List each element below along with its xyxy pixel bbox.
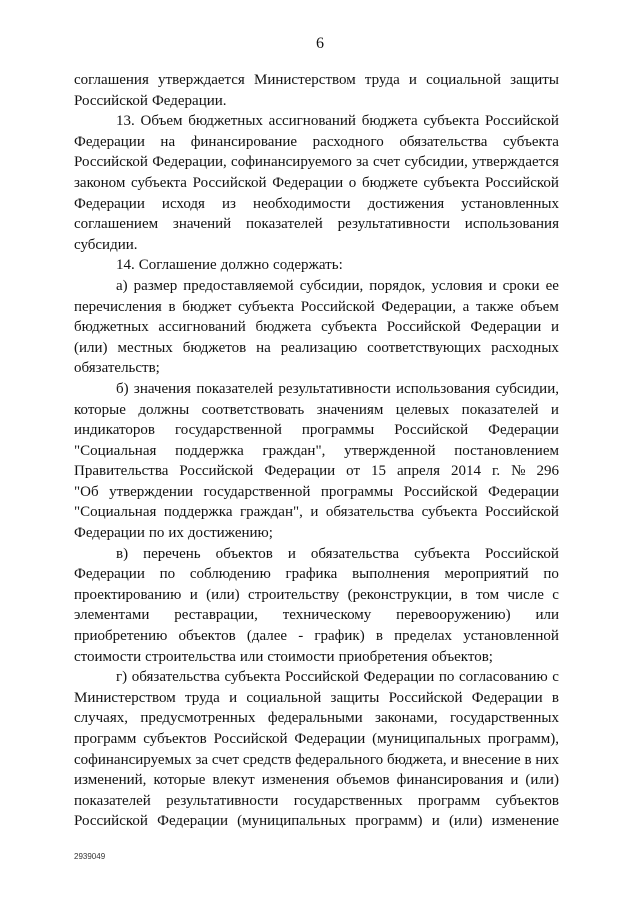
text-line	[74, 441, 559, 462]
word: федерального	[295, 751, 384, 768]
word: "Социальная	[74, 442, 157, 459]
word: Российской	[74, 154, 148, 171]
text-line	[74, 173, 559, 194]
word: элементами	[74, 607, 150, 624]
word: труда	[184, 689, 220, 706]
word: о	[348, 174, 357, 191]
word: значений	[172, 216, 232, 233]
word: расходного	[312, 133, 384, 150]
word: Российской	[394, 422, 469, 439]
word: установленной	[463, 628, 559, 645]
word: защиты	[510, 72, 559, 88]
word: Федерации	[488, 483, 559, 500]
word: бюджета	[255, 319, 312, 336]
word: приобретения	[338, 648, 428, 665]
word: а)	[116, 277, 128, 294]
word: финансирования	[396, 772, 504, 789]
word: стоимости	[74, 648, 142, 665]
word: от	[346, 463, 360, 480]
word: обязательства	[131, 669, 220, 686]
word: выполнения	[352, 566, 430, 583]
word: показателей	[74, 792, 151, 809]
document-body	[74, 70, 559, 832]
word: субъекта	[503, 133, 559, 150]
text-line	[74, 276, 559, 297]
word: Правительства	[74, 463, 169, 480]
word: поддержка	[163, 504, 233, 521]
text-line	[74, 400, 559, 421]
word: счет	[372, 154, 401, 171]
word: Российской	[74, 813, 148, 830]
word: Российской	[300, 298, 375, 315]
word: Российской	[386, 319, 461, 336]
word: реализацию	[280, 339, 358, 356]
word: и	[408, 72, 417, 88]
text-line	[74, 523, 559, 544]
word: бюджет	[182, 298, 232, 315]
word: программ)	[355, 813, 423, 830]
word: социальной	[246, 689, 322, 706]
word: утверждении	[109, 483, 194, 500]
word: результативности	[278, 380, 391, 397]
word: по	[438, 669, 455, 686]
word: обязательства	[399, 133, 488, 150]
word: Федерации.	[151, 92, 227, 109]
word: Федерации	[471, 689, 543, 706]
word: влекут	[212, 772, 255, 789]
word: законом	[74, 174, 126, 191]
word: местных	[117, 339, 173, 356]
word: или	[239, 648, 264, 665]
word: предусмотренных	[140, 710, 256, 727]
word: которые	[74, 401, 126, 418]
word: и	[550, 401, 559, 418]
word: Федерации	[74, 525, 145, 542]
word: мероприятий	[444, 566, 529, 583]
word: Федерации	[157, 813, 228, 830]
word: г)	[116, 669, 128, 686]
word: государственной	[203, 483, 311, 500]
word: граждан",	[262, 442, 326, 459]
word: -	[298, 628, 304, 645]
word: финансирование	[190, 133, 298, 150]
word: показателей	[196, 380, 274, 397]
word: условия	[431, 277, 483, 294]
text-line	[74, 729, 559, 750]
word: (муниципальных	[372, 731, 481, 747]
word: социальной	[426, 72, 501, 88]
word: Российской	[74, 92, 148, 109]
word: объемов	[336, 772, 390, 789]
word: субъекта	[421, 504, 478, 521]
word: субсидии,	[404, 154, 468, 171]
word: законами,	[375, 710, 438, 727]
word: их	[168, 525, 184, 542]
word: и	[287, 545, 296, 562]
word: предоставляемой	[183, 277, 294, 294]
word: бюджетов	[182, 339, 247, 356]
text-line	[74, 688, 559, 709]
word: (или)	[525, 772, 559, 789]
word: перевооружению)	[396, 607, 511, 624]
word: утверждается	[158, 72, 245, 88]
word: приобретению	[74, 628, 168, 645]
word: программ	[74, 731, 137, 747]
word: перечень	[143, 545, 201, 562]
word: Российской	[485, 113, 559, 130]
word: том	[476, 586, 500, 603]
word: достижения	[367, 195, 445, 212]
word: Федерации	[470, 319, 542, 336]
word: согласованию	[459, 669, 548, 686]
word: защиты	[330, 689, 380, 706]
word: объектов;	[431, 648, 493, 665]
word: соглашения	[74, 72, 149, 88]
word: 15	[370, 463, 386, 480]
text-line	[74, 750, 559, 771]
word: на	[256, 339, 271, 356]
word: случаях,	[74, 710, 128, 727]
word: бюджете	[361, 174, 418, 191]
word: должны	[138, 401, 190, 418]
text-line	[74, 70, 559, 91]
text-line	[74, 667, 559, 688]
word: соблюдению	[189, 566, 271, 583]
word: и	[510, 772, 519, 789]
word: и	[550, 319, 559, 336]
word: установленных	[461, 195, 559, 212]
word: Федерации,	[152, 154, 227, 171]
word: график)	[314, 628, 365, 645]
word: (реконструкции,	[347, 586, 453, 603]
word: Объем	[140, 113, 183, 130]
word: субсидии,	[495, 380, 559, 397]
word: государственных	[293, 792, 403, 809]
word: обязательств;	[74, 360, 160, 377]
word: 14.	[116, 257, 135, 274]
word: исходя	[161, 195, 205, 212]
word: сроки	[502, 277, 540, 294]
word: Соглашение	[138, 257, 217, 274]
text-line	[74, 91, 559, 112]
word: Федерации	[74, 133, 145, 150]
word: поддержка	[175, 442, 244, 459]
word: субъектов	[495, 792, 559, 809]
word: Российской	[485, 545, 559, 562]
word: расходных	[491, 339, 559, 356]
word: программы	[301, 422, 375, 439]
word: объектов	[215, 545, 273, 562]
word: в	[524, 751, 532, 768]
word: по	[543, 566, 559, 583]
word: программ	[417, 792, 481, 809]
word: за	[356, 154, 369, 171]
word: субъекта	[131, 174, 187, 191]
word: утвержденной	[344, 442, 436, 459]
word: Федерации	[272, 174, 344, 191]
word: граждан",	[240, 504, 303, 521]
word: за	[195, 751, 209, 768]
word: по	[148, 525, 165, 542]
word: бюджетных	[74, 319, 149, 336]
word: ассигнований	[268, 113, 356, 130]
word: Федерации	[264, 463, 336, 480]
word: Федерации	[74, 195, 145, 212]
text-line	[74, 358, 559, 379]
text-line	[74, 194, 559, 215]
text-line	[74, 297, 559, 318]
word: и	[488, 277, 497, 294]
word: размер	[133, 277, 178, 294]
word: ее	[545, 277, 559, 294]
word: средств	[242, 751, 292, 768]
word: целевых	[395, 401, 450, 418]
word: соглашением	[74, 216, 159, 233]
word: которые	[153, 772, 206, 789]
text-line	[74, 605, 559, 626]
word: и	[310, 504, 319, 521]
word: числе	[507, 586, 544, 603]
word: необходимости	[253, 195, 351, 212]
word: софинансируемых	[74, 751, 192, 768]
word: результативности	[166, 792, 279, 809]
word: Федерации,	[381, 298, 456, 315]
text-line	[74, 585, 559, 606]
text-line	[74, 647, 559, 668]
word: Федерации	[294, 731, 366, 747]
word: по	[159, 566, 176, 583]
word: б)	[116, 380, 129, 397]
word: обязательства	[310, 545, 400, 562]
text-line	[74, 626, 559, 647]
text-line	[74, 708, 559, 729]
word: государственной	[174, 422, 282, 439]
word: в)	[116, 545, 129, 562]
word: графика	[285, 566, 338, 583]
word: Российской	[388, 689, 463, 706]
word: Министерством	[74, 689, 176, 706]
text-line	[74, 111, 559, 132]
word: Российской	[213, 731, 288, 747]
word: №	[511, 463, 526, 480]
word: техническому	[282, 607, 372, 624]
word: в	[375, 628, 383, 645]
text-line	[74, 338, 559, 359]
word: проектированию	[74, 586, 182, 603]
text-line	[74, 811, 559, 832]
word: бюджета,	[386, 751, 447, 768]
word: и	[450, 751, 459, 768]
word: (или)	[448, 813, 483, 830]
word: и	[189, 586, 198, 603]
word: Федерации	[488, 422, 559, 439]
word: пределах	[394, 628, 453, 645]
word: субъекта	[423, 174, 480, 191]
word: бюджета	[361, 113, 418, 130]
word: перечисления	[74, 298, 162, 315]
word: обязательства	[325, 504, 415, 521]
word: значениям	[316, 401, 384, 418]
word: программ),	[487, 731, 559, 747]
word: внесение	[462, 751, 521, 768]
word: бюджетных	[188, 113, 263, 130]
word: объектов	[178, 628, 236, 645]
word: (или)	[74, 339, 108, 356]
text-line	[74, 420, 559, 441]
word: показателей	[246, 216, 323, 233]
word: субъекта	[224, 669, 281, 686]
word: 2014	[450, 463, 481, 480]
word: в	[551, 689, 559, 706]
word: них	[535, 751, 559, 768]
word: строительства	[145, 648, 236, 665]
word: утверждается	[472, 154, 559, 171]
text-line	[74, 502, 559, 523]
text-line	[74, 235, 559, 256]
word: счет	[211, 751, 240, 768]
word: федеральными	[267, 710, 363, 727]
word: изменение	[491, 813, 559, 830]
document-code: 2939049	[74, 852, 106, 861]
word: соответствующих	[367, 339, 482, 356]
word: Министерством	[254, 72, 356, 88]
word: а	[462, 298, 470, 315]
text-line	[74, 317, 559, 338]
word: изменений,	[74, 772, 147, 789]
word: и	[431, 813, 440, 830]
word: Российской	[485, 174, 559, 191]
word: достижению;	[187, 525, 273, 542]
text-line	[74, 379, 559, 400]
word: использования	[396, 380, 491, 397]
word: программы	[320, 483, 394, 500]
word: изменения	[261, 772, 330, 789]
word: (или)	[206, 586, 240, 603]
word: субсидии.	[74, 236, 138, 253]
word: в	[460, 586, 468, 603]
word: Российской	[403, 483, 478, 500]
word: использования	[464, 216, 559, 233]
word: постановлением	[454, 442, 559, 459]
word: 296	[536, 463, 559, 480]
text-line	[74, 544, 559, 565]
word: показателей	[461, 401, 539, 418]
page-number: 6	[316, 35, 324, 52]
word: Федерации	[363, 669, 435, 686]
text-line	[74, 482, 559, 503]
word: ассигнований	[158, 319, 246, 336]
word: апреля	[396, 463, 440, 480]
word: порядок,	[369, 277, 426, 294]
word: государственных	[450, 710, 559, 727]
word: индикаторов	[74, 422, 155, 439]
word: также	[476, 298, 514, 315]
word: с	[552, 586, 559, 603]
word: "Об	[74, 483, 99, 500]
word: из	[222, 195, 236, 212]
word: содержать:	[273, 257, 343, 274]
word: значения	[133, 380, 192, 397]
word: должно	[220, 257, 270, 274]
word: труда	[364, 72, 400, 88]
word: "Социальная	[74, 504, 157, 521]
word: субъекта	[414, 545, 471, 562]
word: субсидии,	[299, 277, 364, 294]
text-line	[74, 132, 559, 153]
word: Федерации	[74, 566, 145, 583]
word: Российской	[484, 504, 559, 521]
word: 13.	[116, 113, 135, 130]
word: реставрации,	[174, 607, 258, 624]
word: софинансируемого	[231, 154, 352, 171]
word: стоимости	[267, 648, 335, 665]
text-line	[74, 770, 559, 791]
word: объем	[520, 298, 559, 315]
word: Российской	[284, 669, 359, 686]
word: результативности	[337, 216, 450, 233]
word: и	[229, 689, 238, 706]
word: соответствовать	[201, 401, 305, 418]
word: (муниципальных	[237, 813, 347, 830]
text-line	[74, 461, 559, 482]
word: субъекта	[321, 319, 378, 336]
word: Российской	[192, 174, 267, 191]
text-line	[74, 214, 559, 235]
word: на	[160, 133, 176, 150]
word: (далее	[246, 628, 288, 645]
word: с	[552, 669, 559, 686]
word: г.	[491, 463, 501, 480]
word: или	[535, 607, 559, 624]
word: субъекта	[238, 298, 295, 315]
word: субъекта	[423, 113, 480, 130]
word: в	[168, 298, 176, 315]
text-line	[74, 152, 559, 173]
text-line	[74, 564, 559, 585]
text-line	[74, 791, 559, 812]
word: Российской	[179, 463, 254, 480]
text-line	[74, 255, 559, 276]
word: строительству	[248, 586, 340, 603]
word: субъектов	[143, 731, 207, 747]
